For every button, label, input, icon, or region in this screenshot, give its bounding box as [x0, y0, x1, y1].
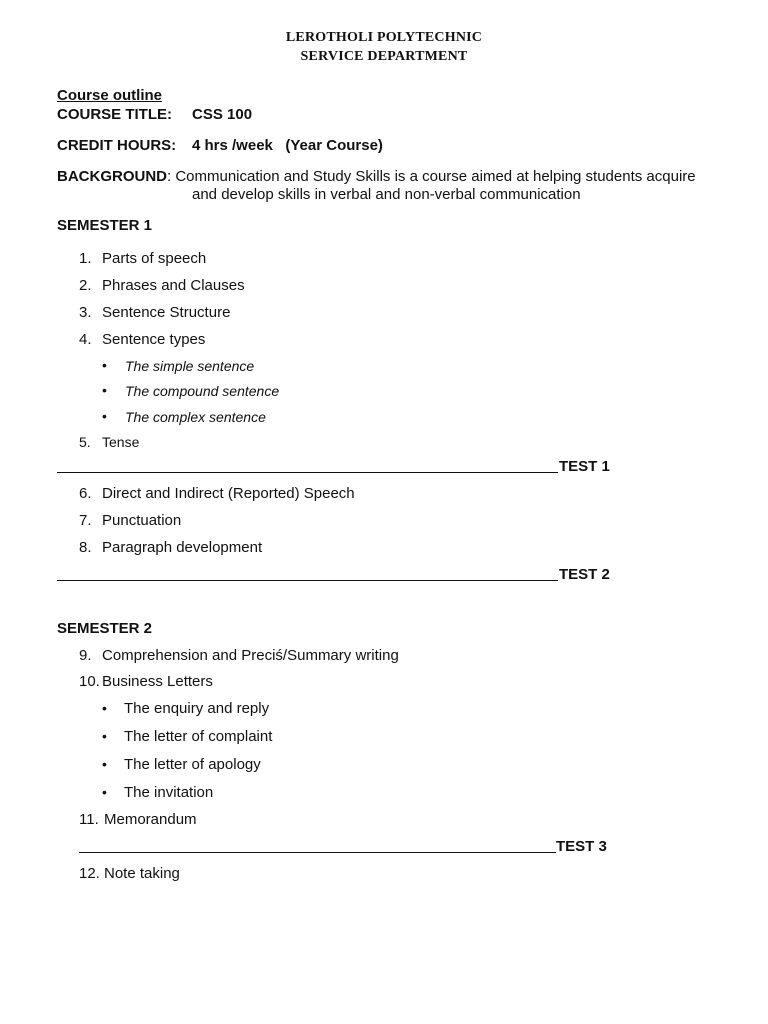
list-item: Sentence types: [102, 331, 206, 348]
sub-list-item: The letter of complaint: [124, 728, 273, 745]
test-2-label: TEST 2: [559, 566, 610, 583]
credit-hours-value: 4 hrs /week (Year Course): [192, 137, 383, 154]
background-paragraph: [57, 168, 696, 185]
test-divider-line: [79, 852, 556, 853]
background-line-1: : Communication and Study Skills is a course aimed at helping students acquire: [167, 168, 696, 185]
bullet-icon: •: [102, 357, 107, 373]
list-item: Sentence Structure: [102, 304, 231, 321]
bullet-icon: •: [102, 700, 107, 716]
bullet-icon: •: [102, 382, 107, 398]
department-name: SERVICE DEPARTMENT: [300, 49, 468, 64]
bullet-icon: •: [102, 784, 107, 800]
list-item: Phrases and Clauses: [102, 277, 245, 294]
list-item-num: 8.: [79, 539, 92, 556]
list-item: Direct and Indirect (Reported) Speech: [102, 485, 355, 502]
course-title-value: CSS 100: [192, 106, 253, 123]
semester-2-heading: SEMESTER 2: [57, 620, 153, 637]
background-line-2: and develop skills in verbal and non-verbal communication: [192, 186, 581, 203]
list-item-num: 11.: [79, 811, 99, 828]
list-item: Memorandum: [104, 811, 197, 828]
test-divider-line: [57, 472, 558, 473]
test-3-label: TEST 3: [556, 838, 607, 855]
bullet-icon: •: [102, 728, 107, 744]
sub-list-item: The enquiry and reply: [124, 700, 270, 717]
list-item-num: 9.: [79, 647, 92, 664]
test-1-label: TEST 1: [559, 458, 610, 475]
course-title-label: COURSE TITLE:: [57, 106, 172, 123]
list-item-num: 6.: [79, 485, 92, 502]
sub-list-item: The invitation: [124, 784, 214, 801]
semester-1-heading: SEMESTER 1: [57, 217, 153, 234]
credit-hours-label: CREDIT HOURS:: [57, 137, 177, 154]
list-item-num: 2.: [79, 277, 92, 294]
test-divider-line: [57, 580, 558, 581]
sub-list-item: The complex sentence: [125, 409, 266, 425]
list-item-num: 10.: [79, 673, 100, 690]
list-item: Tense: [102, 434, 140, 450]
list-item-num: 4.: [79, 331, 92, 348]
list-item: Punctuation: [102, 512, 182, 529]
course-outline-heading: Course outline: [57, 87, 163, 104]
sub-list-item: The letter of apology: [124, 756, 261, 773]
list-item-num: 7.: [79, 512, 92, 529]
sub-list-item: The simple sentence: [125, 358, 255, 374]
background-label: BACKGROUND: [57, 168, 167, 185]
list-item: Note taking: [104, 865, 180, 882]
list-item: Parts of speech: [102, 250, 207, 267]
list-item-num: 5.: [79, 434, 91, 450]
list-item: Comprehension and Preciś/Summary writing: [102, 647, 399, 664]
list-item-num: 12.: [79, 865, 100, 882]
list-item: Paragraph development: [102, 539, 263, 556]
bullet-icon: •: [102, 408, 107, 424]
list-item-num: 3.: [79, 304, 92, 321]
list-item: Business Letters: [102, 673, 213, 690]
institution-name: LEROTHOLI POLYTECHNIC: [285, 30, 483, 45]
bullet-icon: •: [102, 756, 107, 772]
list-item-num: 1.: [79, 250, 92, 267]
sub-list-item: The compound sentence: [125, 383, 280, 399]
